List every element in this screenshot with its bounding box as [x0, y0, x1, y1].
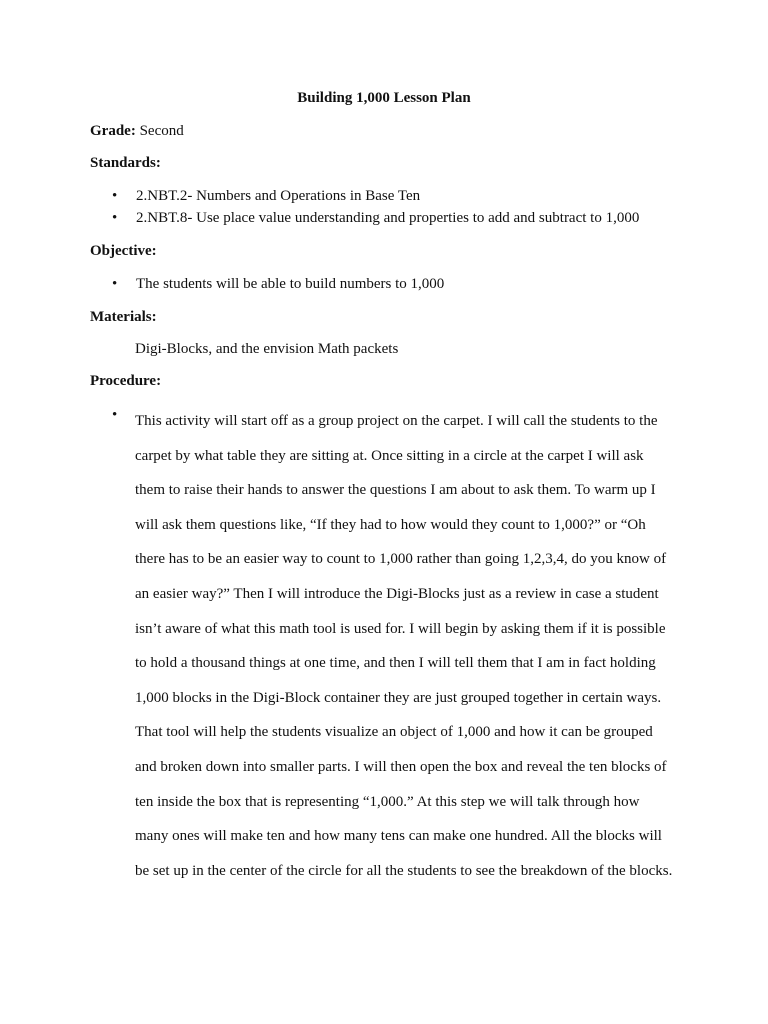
procedure-label: Procedure: [90, 373, 162, 389]
procedure-line: many ones will make ten and how many tens can make one hundred. All the blocks will [135, 828, 662, 845]
procedure-line: to hold a thousand things at one time, and then I will tell them that I am in fact holding [135, 655, 656, 672]
procedure-paragraph [135, 404, 695, 888]
procedure-line: an easier way?” Then I will introduce the Digi-Blocks just as a review in case a student [135, 585, 659, 602]
standard-item-2: 2.NBT.8- Use place value understanding and properties to add and subtract to 1,000 [136, 210, 640, 226]
procedure-line: 1,000 blocks in the Digi-Block container they are just grouped together in certain ways. [135, 689, 662, 706]
standard-item-1: 2.NBT.2- Numbers and Operations in Base Ten [136, 188, 421, 204]
standards-label: Standards: [90, 155, 161, 171]
standards-heading [90, 155, 161, 172]
procedure-line: This activity will start off as a group project on the carpet. I will call the students to the [135, 413, 658, 429]
objective-item-1: The students will be able to build numbers to 1,000 [136, 276, 445, 292]
grade-label: Grade: [90, 123, 136, 139]
bullet-icon: • [112, 407, 118, 423]
objective-heading [90, 243, 157, 260]
procedure-line: them to raise their hands to answer the questions I am about to ask them. To warm up I [135, 482, 656, 499]
procedure-line: will ask them questions like, “If they had to how would they count to 1,000?” or “Oh [135, 516, 646, 533]
page-title: Building 1,000 Lesson Plan [297, 90, 471, 106]
procedure-line: ten inside the box that is representing “1,000.” At this step we will talk through how [135, 793, 640, 810]
objective-label: Objective: [90, 243, 157, 259]
procedure-heading [90, 373, 161, 390]
procedure-line: That tool will help the students visualize an object of 1,000 and how it can be grouped [135, 724, 653, 741]
materials-heading [90, 309, 157, 326]
bullet-icon: • [112, 210, 118, 226]
procedure-line: carpet by what table they are sitting at. Once sitting in a circle at the carpet I will ask [135, 447, 644, 464]
materials-label: Materials: [90, 309, 157, 325]
bullet-icon: • [112, 276, 118, 292]
list-item [112, 276, 444, 293]
procedure-line: and broken down into smaller parts. I will then open the box and reveal the ten blocks of [135, 758, 667, 775]
grade-line [90, 123, 184, 140]
materials-text: Digi-Blocks, and the envision Math packets [135, 341, 399, 357]
procedure-line: there has to be an easier way to count to 1,000 rather than going 1,2,3,4, do you know of [135, 551, 667, 568]
list-item [112, 210, 639, 227]
list-item [112, 188, 420, 205]
procedure-line: be set up in the center of the circle for all the students to see the breakdown of the blocks. [135, 862, 673, 879]
grade-value: Second [139, 123, 184, 139]
bullet-icon: • [112, 188, 118, 204]
procedure-line: isn’t aware of what this math tool is used for. I will begin by asking them if it is possible [135, 620, 666, 637]
